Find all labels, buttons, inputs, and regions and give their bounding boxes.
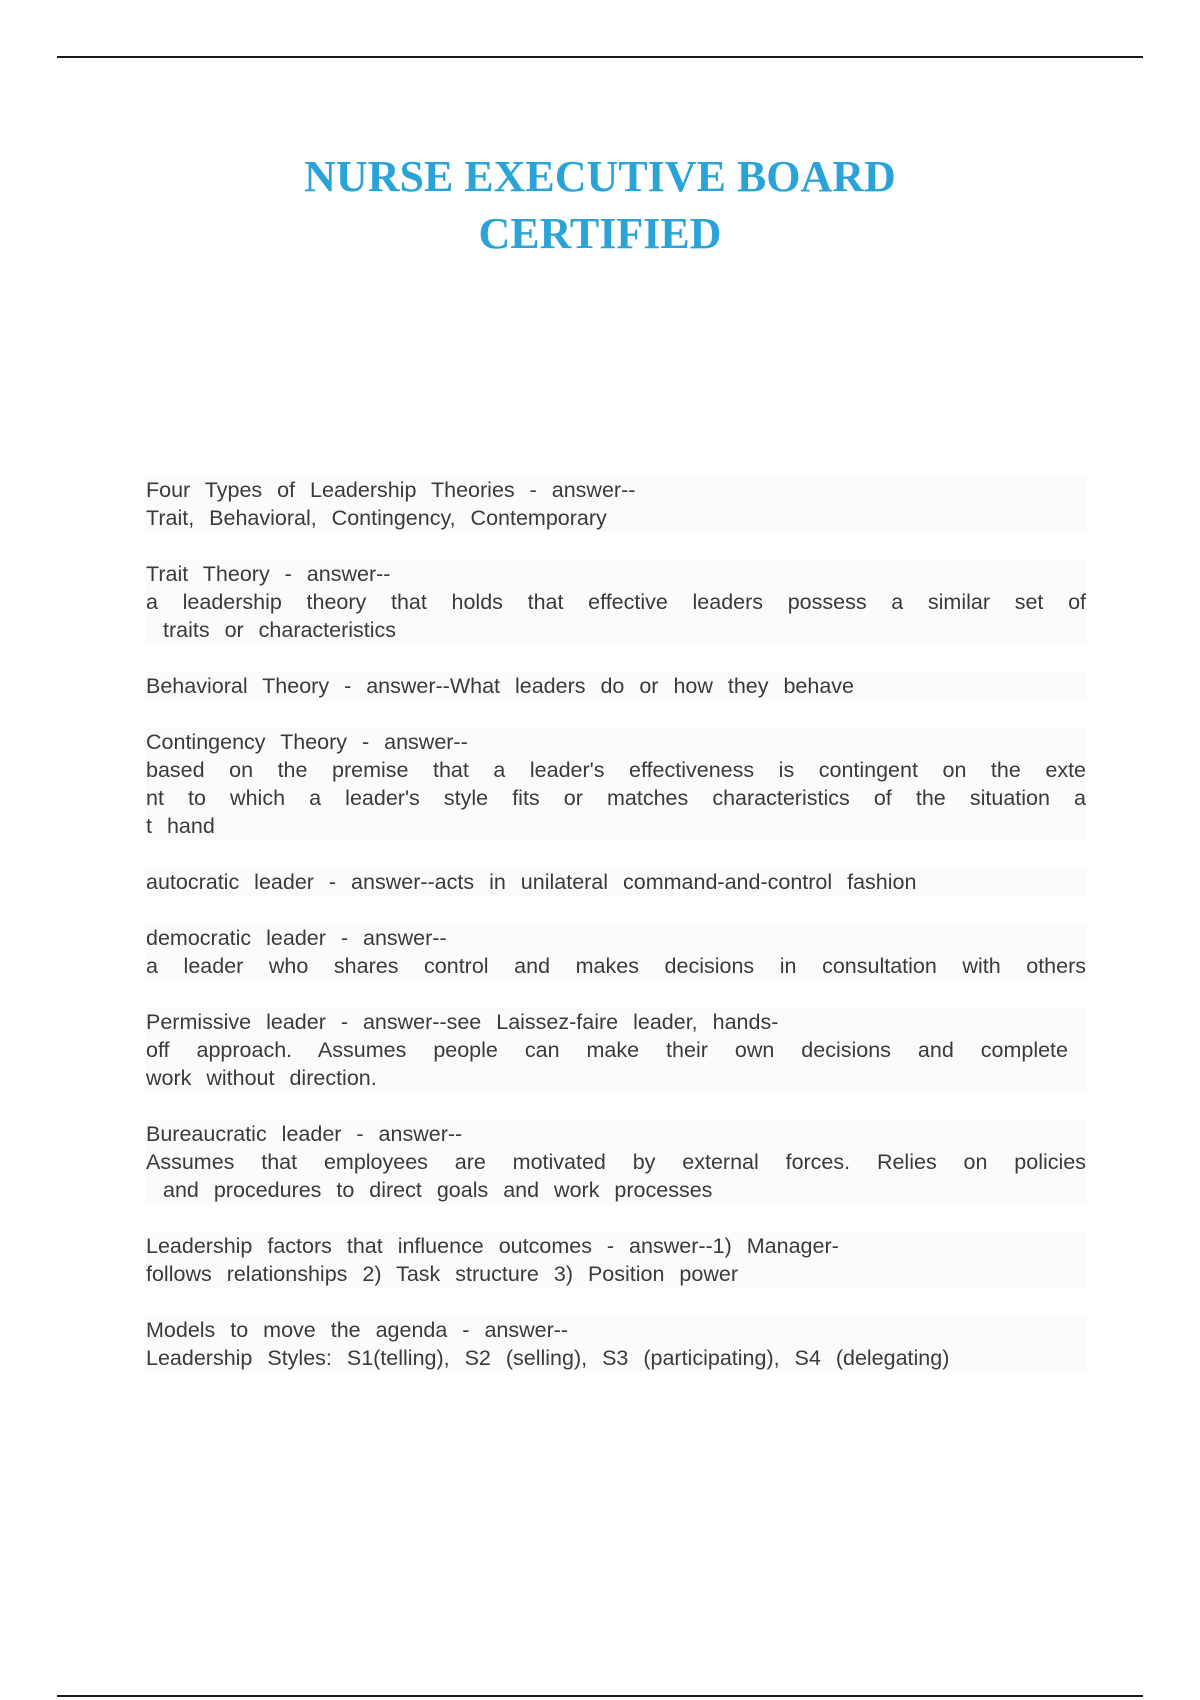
qa-line: based on the premise that a leader's effectiveness is contingent on the exte [146,758,1086,782]
qa-line: Models to move the agenda - answer-- [146,1316,1086,1344]
document-title [0,148,1200,262]
qa-line: Bureaucratic leader - answer-- [146,1120,1086,1148]
qa-line: autocratic leader - answer--acts in unilateral command-and-control fashion [146,868,1086,896]
bottom-rule [57,1695,1143,1697]
qa-line: democratic leader - answer-- [146,924,1086,952]
qa-item [146,672,1086,700]
qa-item [146,476,1086,532]
qa-item [146,1008,1086,1092]
qa-line: and procedures to direct goals and work processes [146,1176,1086,1204]
qa-line: Leadership Styles: S1(telling), S2 (selling), S3 (participating), S4 (delegating) [146,1344,1086,1372]
qa-item [146,1232,1086,1288]
qa-line: Assumes that employees are motivated by external forces. Relies on policies [146,1150,1086,1174]
qa-item [146,728,1086,840]
title-line-1: NURSE EXECUTIVE BOARD [304,152,896,201]
qa-line: Permissive leader - answer--see Laissez-faire leader, hands- [146,1008,1086,1036]
qa-line: Leadership factors that influence outcomes - answer--1) Manager- [146,1232,1086,1260]
qa-line: a leader who shares control and makes decisions in consultation with others [146,954,1086,978]
qa-line: a leadership theory that holds that effective leaders possess a similar set of [146,590,1086,614]
qa-line: traits or characteristics [146,616,1086,644]
qa-line: Contingency Theory - answer-- [146,728,1086,756]
qa-line: follows relationships 2) Task structure 3) Position power [146,1260,1086,1288]
qa-item [146,1316,1086,1372]
qa-item [146,868,1086,896]
qa-line: off approach. Assumes people can make their own decisions and complete [146,1036,1086,1064]
qa-item [146,560,1086,644]
qa-item [146,924,1086,980]
qa-list [146,476,1086,1400]
qa-line: Behavioral Theory - answer--What leaders do or how they behave [146,672,1086,700]
qa-item [146,1120,1086,1204]
title-line-2: CERTIFIED [478,209,722,258]
qa-line: t hand [146,812,1086,840]
top-rule [57,56,1143,58]
qa-line: work without direction. [146,1064,1086,1092]
qa-line: Trait Theory - answer-- [146,560,1086,588]
qa-line: nt to which a leader's style fits or matches characteristics of the situation a [146,786,1086,810]
qa-line: Four Types of Leadership Theories - answer-- [146,476,1086,504]
qa-line: Trait, Behavioral, Contingency, Contemporary [146,504,1086,532]
